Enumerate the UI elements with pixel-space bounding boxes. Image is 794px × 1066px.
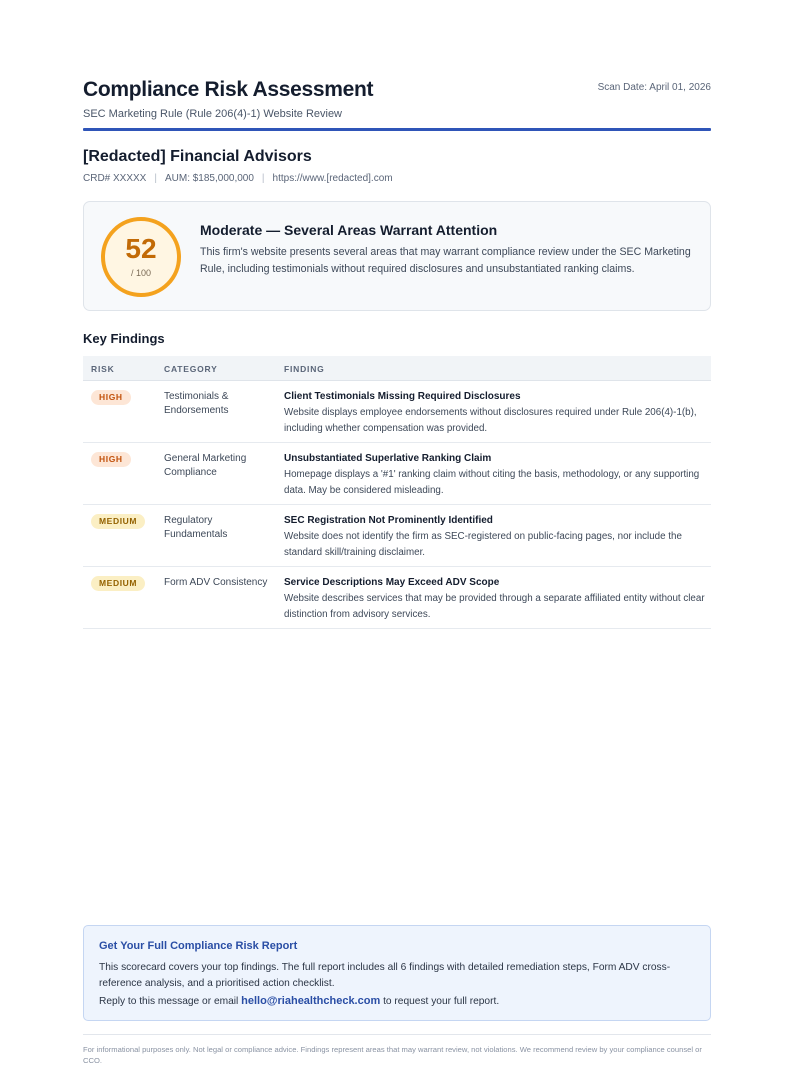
reply-suffix: to request your full report. — [380, 996, 500, 1007]
column-header-risk: RISK — [91, 364, 115, 374]
scan-date: Scan Date: April 01, 2026 — [597, 82, 711, 93]
score-ring — [101, 217, 181, 297]
report-page — [83, 0, 711, 1065]
finding-category: Form ADV Consistency — [164, 577, 268, 588]
score-heading: Moderate — Several Areas Warrant Attention — [200, 222, 498, 238]
key-findings-title: Key Findings — [83, 331, 165, 346]
finding-description: Website displays employee endorsements without disclosures required under Rule 206(4)-1(b), including whether compensation was provided. — [284, 407, 697, 434]
firm-meta — [83, 173, 393, 184]
finding-title: Unsubstantiated Superlative Ranking Claim — [284, 453, 492, 464]
score-summary: This firm's website presents several areas that may warrant compliance review under the SEC Marketing Rule, including testimonials without required disclosures and unsubstantiated ranking claims. — [200, 246, 691, 275]
table-header — [83, 356, 711, 381]
table-row — [83, 505, 711, 567]
meta-separator: | — [261, 173, 265, 184]
header-divider — [83, 128, 711, 131]
risk-badge: HIGH — [91, 452, 131, 467]
disclaimer-footer: For informational purposes only. Not legal or compliance advice. Findings represent areas that may warrant review, not violations. We recommend review by your compliance counsel or CCO. — [83, 1045, 702, 1065]
finding-category: Regulatory Fundamentals — [164, 515, 228, 540]
finding-title: Client Testimonials Missing Required Disclosures — [284, 391, 521, 402]
report-header — [83, 78, 711, 130]
finding-title: Service Descriptions May Exceed ADV Scope — [284, 577, 500, 588]
finding-cell — [284, 390, 708, 436]
finding-cell — [284, 576, 708, 622]
contact-email-link[interactable]: hello@riahealthcheck.com — [241, 995, 381, 1007]
table-row — [83, 443, 711, 505]
firm-crd: CRD# XXXXX — [83, 173, 147, 184]
reply-prefix: Reply to this message or email — [99, 996, 242, 1007]
finding-category: Testimonials & Endorsements — [164, 391, 229, 416]
firm-aum: AUM: $185,000,000 — [164, 173, 254, 184]
findings-table — [83, 356, 711, 629]
finding-description: Homepage displays a '#1' ranking claim without citing the basis, methodology, or any supporting data. May be considered misleading. — [284, 469, 700, 496]
table-row — [83, 567, 711, 629]
score-max: / 100 — [130, 268, 152, 278]
risk-badge: MEDIUM — [91, 514, 145, 529]
table-row — [83, 381, 711, 443]
firm-name: [Redacted] Financial Advisors — [83, 148, 312, 165]
page-subtitle: SEC Marketing Rule (Rule 206(4)-1) Website Review — [83, 108, 343, 120]
firm-website: https://www.[redacted].com — [272, 173, 393, 184]
finding-description: Website describes services that may be provided through a separate affiliated entity without clear distinction from advisory services. — [284, 593, 705, 620]
column-header-category: CATEGORY — [164, 364, 218, 374]
callout-title: Get Your Full Compliance Risk Report — [99, 940, 298, 952]
meta-separator: | — [154, 173, 157, 184]
finding-cell — [284, 514, 708, 560]
score-card — [83, 201, 711, 311]
callout-text: This scorecard covers your top findings. The full report includes all 6 findings with detailed remediation steps, Form ADV cross-reference analysis, and a prioritised action checklist. — [99, 962, 671, 989]
risk-badge: HIGH — [91, 390, 131, 405]
finding-cell — [284, 452, 708, 498]
finding-category: General Marketing Compliance — [164, 453, 247, 478]
risk-badge: MEDIUM — [91, 576, 145, 591]
footer-divider — [83, 1034, 711, 1035]
callout-reply — [99, 995, 499, 1007]
finding-description: Website does not identify the firm as SEC-registered on public-facing pages, nor include the standard skill/training disclaimer. — [284, 531, 682, 558]
finding-title: SEC Registration Not Prominently Identified — [284, 515, 493, 526]
page-title: Compliance Risk Assessment — [83, 78, 374, 101]
column-header-finding: FINDING — [284, 364, 325, 374]
score-value: 52 — [125, 233, 157, 264]
full-report-callout — [83, 925, 711, 1021]
